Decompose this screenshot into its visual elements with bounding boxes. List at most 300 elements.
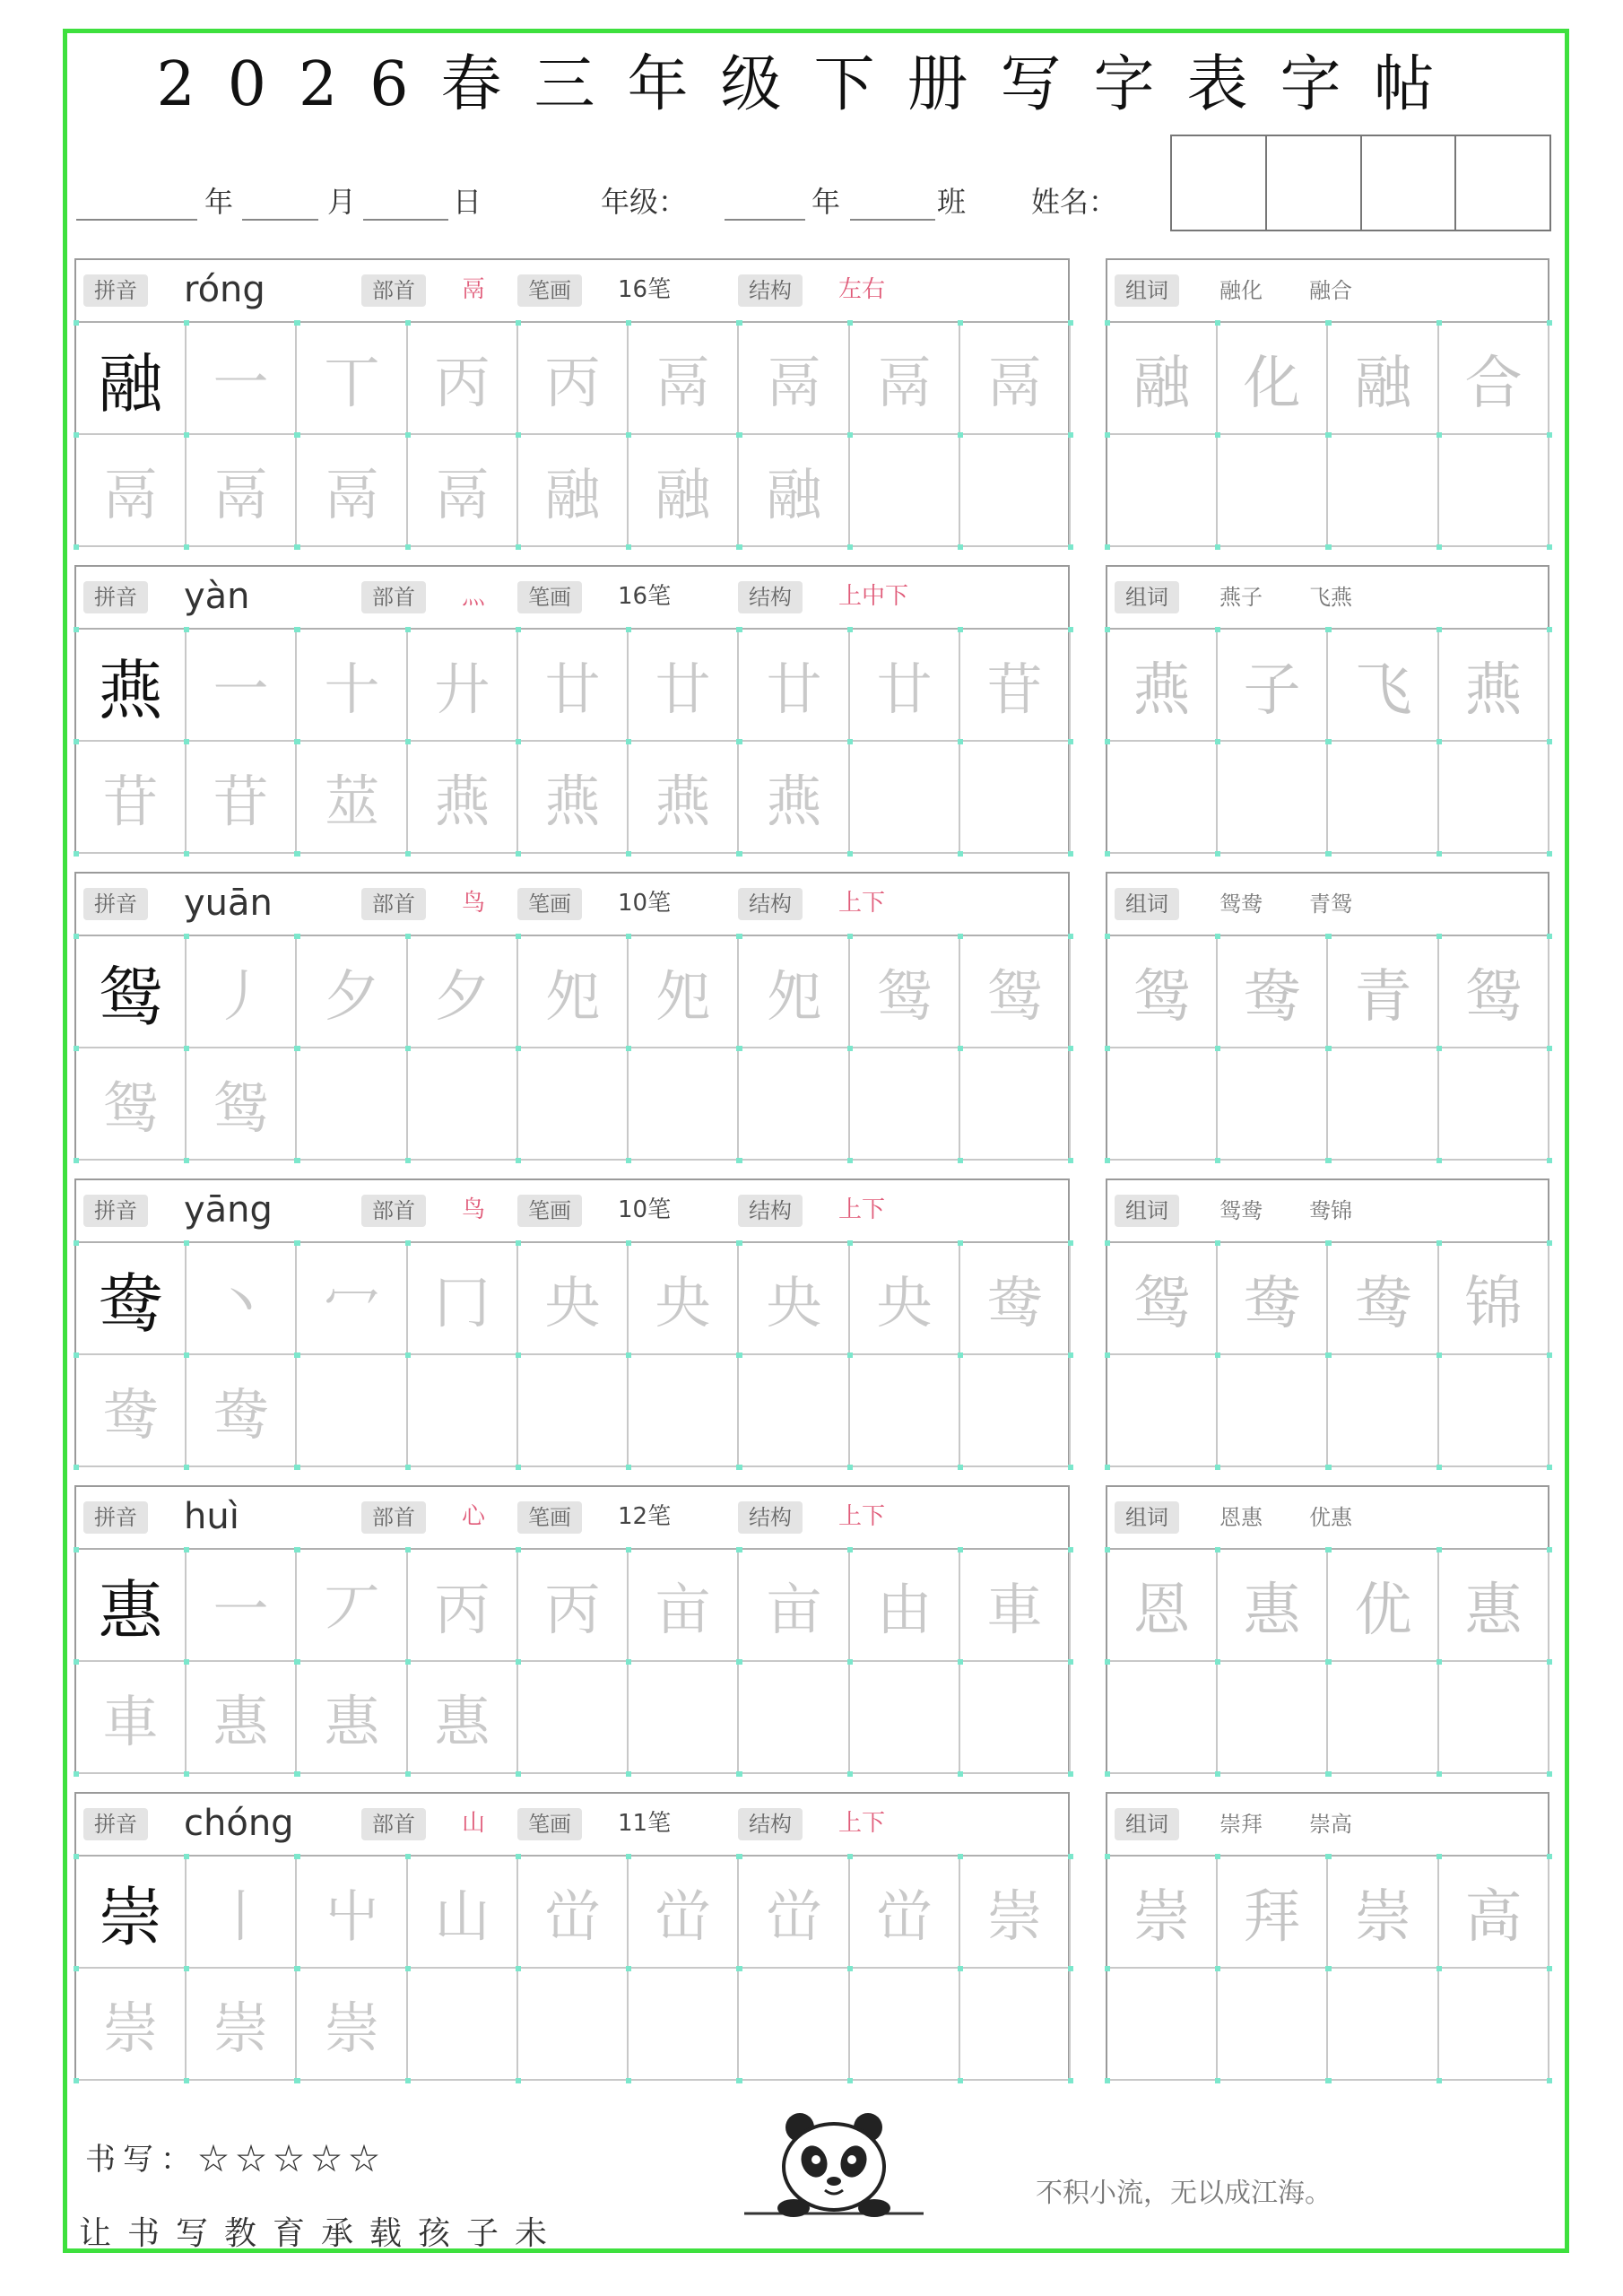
trace-cell[interactable] xyxy=(740,1243,850,1355)
trace-cell[interactable] xyxy=(187,1048,297,1161)
blank-cell[interactable] xyxy=(298,1355,408,1467)
blank-cell[interactable] xyxy=(960,1969,1071,2081)
grid-corner-dot xyxy=(1215,1465,1220,1470)
radical-value: 鸟 xyxy=(462,1196,486,1223)
trace-cell[interactable] xyxy=(298,742,408,854)
trace-cell[interactable] xyxy=(298,936,408,1048)
blank-cell[interactable] xyxy=(850,1662,960,1774)
blank-cell[interactable] xyxy=(1218,1048,1328,1161)
name-box[interactable] xyxy=(1362,136,1457,230)
words-header xyxy=(1107,1794,1548,1857)
trace-cell[interactable] xyxy=(76,435,187,547)
trace-cell[interactable] xyxy=(298,435,408,547)
blank-cell[interactable] xyxy=(850,435,960,547)
trace-cell[interactable] xyxy=(850,1550,960,1662)
structure-tag: 结构 xyxy=(738,581,803,613)
trace-cell[interactable] xyxy=(629,936,739,1048)
model-character[interactable] xyxy=(76,1857,187,1969)
blank-cell[interactable] xyxy=(1218,1662,1328,1774)
trace-cell[interactable] xyxy=(298,1969,408,2081)
radical-tag: 部首 xyxy=(361,274,426,307)
trace-cell[interactable] xyxy=(740,742,850,854)
trace-cell-glyph: 燕 xyxy=(655,769,711,834)
blank-cell[interactable] xyxy=(1107,435,1218,547)
word-trace-cell[interactable] xyxy=(1218,1857,1328,1969)
blank-cell[interactable] xyxy=(960,1662,1071,1774)
grid-corner-dot xyxy=(1326,1352,1332,1358)
strokes-value: 12笔 xyxy=(618,1503,672,1530)
trace-cell[interactable] xyxy=(187,1857,297,1969)
grid-corner-dot xyxy=(1547,1240,1552,1246)
name-box[interactable] xyxy=(1456,136,1549,230)
grid-corner-dot xyxy=(184,1240,189,1246)
trace-cell[interactable] xyxy=(518,435,629,547)
day-blank[interactable] xyxy=(363,219,448,221)
word-trace-cell[interactable] xyxy=(1107,630,1218,742)
word-trace-cell[interactable] xyxy=(1329,323,1439,435)
blank-cell[interactable] xyxy=(629,1048,739,1161)
word-trace-cell[interactable] xyxy=(1218,936,1328,1048)
grid-corner-dot xyxy=(1105,1854,1110,1859)
blank-cell[interactable] xyxy=(960,742,1071,854)
word-2: 优惠 xyxy=(1309,1505,1352,1530)
blank-cell[interactable] xyxy=(1218,1355,1328,1467)
blank-cell[interactable] xyxy=(850,1969,960,2081)
grid-corner-dot xyxy=(74,1046,79,1051)
grid-corner-dot xyxy=(295,1352,300,1358)
grid-corner-dot xyxy=(1068,544,1073,550)
grid-corner-dot xyxy=(958,2078,963,2083)
trace-cell[interactable] xyxy=(518,742,629,854)
grid-corner-dot xyxy=(1068,851,1073,857)
grid-corner-dot xyxy=(1547,851,1552,857)
trace-cell[interactable] xyxy=(408,435,518,547)
trace-cell[interactable] xyxy=(518,1550,629,1662)
info-header xyxy=(76,874,1068,936)
trace-cell[interactable] xyxy=(629,742,739,854)
trace-cell[interactable] xyxy=(850,936,960,1048)
blank-cell[interactable] xyxy=(629,1969,739,2081)
trace-cell[interactable] xyxy=(960,936,1071,1048)
structure-tag: 结构 xyxy=(738,1195,803,1227)
words-grid xyxy=(1107,630,1548,852)
trace-cell-glyph: 鬲 xyxy=(434,462,490,527)
radical-tag: 部首 xyxy=(361,1808,426,1840)
grid-corner-dot xyxy=(737,432,742,438)
blank-cell[interactable] xyxy=(1107,742,1218,854)
grid-corner-dot xyxy=(1436,627,1442,632)
trace-cell-glyph: 廿 xyxy=(766,657,822,722)
trace-cell[interactable] xyxy=(740,936,850,1048)
trace-cell[interactable] xyxy=(740,630,850,742)
trace-cell[interactable] xyxy=(187,1969,297,2081)
blank-cell[interactable] xyxy=(850,742,960,854)
words-tag: 组词 xyxy=(1115,888,1179,920)
grid-corner-dot xyxy=(1326,739,1332,744)
grid-corner-dot xyxy=(1547,432,1552,438)
blank-cell[interactable] xyxy=(1439,1969,1549,2081)
words-header xyxy=(1107,874,1548,936)
blank-cell[interactable] xyxy=(1218,435,1328,547)
grid-corner-dot xyxy=(405,934,411,939)
word-trace-cell-glyph: 高 xyxy=(1464,1883,1523,1951)
blank-cell[interactable] xyxy=(1439,1355,1549,1467)
word-trace-cell[interactable] xyxy=(1107,1857,1218,1969)
trace-cell[interactable] xyxy=(740,1550,850,1662)
blank-cell[interactable] xyxy=(408,1969,518,2081)
words-tag: 组词 xyxy=(1115,581,1179,613)
trace-cell[interactable] xyxy=(629,630,739,742)
blank-cell[interactable] xyxy=(1107,1048,1218,1161)
grid-corner-dot xyxy=(1105,739,1110,744)
trace-cell[interactable] xyxy=(518,936,629,1048)
words-panel xyxy=(1106,1485,1549,1774)
grid-corner-dot xyxy=(737,1854,742,1859)
blank-cell[interactable] xyxy=(960,435,1071,547)
blank-cell[interactable] xyxy=(518,1048,629,1161)
trace-cell-glyph: 央 xyxy=(766,1270,822,1335)
trace-cell-glyph: 丶 xyxy=(213,1270,269,1335)
grid-corner-dot xyxy=(626,1854,631,1859)
month-blank[interactable] xyxy=(242,219,318,221)
word-trace-cell-glyph: 鸳 xyxy=(1133,1270,1191,1337)
grid-corner-dot xyxy=(1547,2078,1552,2083)
trace-cell[interactable] xyxy=(960,323,1071,435)
word-trace-cell[interactable] xyxy=(1107,936,1218,1048)
grid-corner-dot xyxy=(737,1240,742,1246)
trace-cell[interactable] xyxy=(298,1857,408,1969)
grid-corner-dot xyxy=(1068,1158,1073,1163)
blank-cell[interactable] xyxy=(1218,742,1328,854)
word-trace-cell[interactable] xyxy=(1439,1857,1549,1969)
trace-cell[interactable] xyxy=(187,1662,297,1774)
grid-corner-dot xyxy=(295,320,300,326)
blank-cell[interactable] xyxy=(740,1048,850,1161)
grid-corner-dot xyxy=(184,1465,189,1470)
blank-cell[interactable] xyxy=(629,1355,739,1467)
trace-cell[interactable] xyxy=(298,1662,408,1774)
grid-corner-dot xyxy=(958,320,963,326)
grid-corner-dot xyxy=(516,1771,521,1777)
trace-cell[interactable] xyxy=(960,630,1071,742)
trace-cell[interactable] xyxy=(76,1048,187,1161)
grid-corner-dot xyxy=(405,739,411,744)
radical-value: 鬲 xyxy=(462,276,486,303)
pinyin-tag: 拼音 xyxy=(83,888,148,920)
blank-cell[interactable] xyxy=(1107,1662,1218,1774)
trace-cell-glyph: 鬲 xyxy=(324,462,380,527)
trace-cell-glyph: 融 xyxy=(544,462,601,527)
trace-cell[interactable] xyxy=(408,1550,518,1662)
grid-corner-dot xyxy=(516,1854,521,1859)
trace-cell[interactable] xyxy=(518,323,629,435)
word-trace-cell-glyph: 拜 xyxy=(1243,1883,1301,1951)
blank-cell[interactable] xyxy=(1107,1355,1218,1467)
trace-cell[interactable] xyxy=(408,742,518,854)
blank-cell[interactable] xyxy=(1329,1969,1439,2081)
grid-corner-dot xyxy=(516,1240,521,1246)
trace-cell[interactable] xyxy=(298,1550,408,1662)
word-trace-cell[interactable] xyxy=(1439,1243,1549,1355)
practice-panel xyxy=(74,1485,1070,1774)
grid-corner-dot xyxy=(1215,544,1220,550)
grid-corner-dot xyxy=(958,1158,963,1163)
star-rating[interactable]: ☆☆☆☆☆ xyxy=(198,2142,386,2178)
blank-cell[interactable] xyxy=(408,1048,518,1161)
grid-corner-dot xyxy=(626,1046,631,1051)
trace-cell[interactable] xyxy=(76,1969,187,2081)
trace-cell-glyph: 峃 xyxy=(655,1883,711,1949)
trace-cell[interactable] xyxy=(740,435,850,547)
trace-cell[interactable] xyxy=(187,435,297,547)
grid-corner-dot xyxy=(295,739,300,744)
blank-cell[interactable] xyxy=(740,1969,850,2081)
word-trace-cell[interactable] xyxy=(1439,1550,1549,1662)
practice-panel xyxy=(74,872,1070,1161)
structure-value: 上下 xyxy=(838,890,886,917)
word-trace-cell[interactable] xyxy=(1107,1550,1218,1662)
word-trace-cell-glyph: 飞 xyxy=(1354,657,1412,724)
grid-corner-dot xyxy=(516,851,521,857)
trace-cell[interactable] xyxy=(187,742,297,854)
blank-cell[interactable] xyxy=(298,1048,408,1161)
blank-cell[interactable] xyxy=(1439,1662,1549,1774)
model-character[interactable] xyxy=(76,1243,187,1355)
trace-cell[interactable] xyxy=(408,323,518,435)
grid-corner-dot xyxy=(405,1465,411,1470)
blank-cell[interactable] xyxy=(1218,1969,1328,2081)
blank-cell[interactable] xyxy=(850,1355,960,1467)
grid-corner-dot xyxy=(184,320,189,326)
trace-cell-glyph: 夗 xyxy=(655,963,711,1029)
blank-cell[interactable] xyxy=(740,1355,850,1467)
trace-cell[interactable] xyxy=(850,630,960,742)
grid-corner-dot xyxy=(1068,1659,1073,1665)
grid-corner-dot xyxy=(74,544,79,550)
grid-corner-dot xyxy=(958,627,963,632)
grid-corner-dot xyxy=(405,851,411,857)
trace-cell[interactable] xyxy=(408,936,518,1048)
strokes-value: 10笔 xyxy=(618,1196,672,1223)
trace-cell[interactable] xyxy=(76,742,187,854)
blank-cell[interactable] xyxy=(1439,1048,1549,1161)
trace-cell[interactable] xyxy=(518,1243,629,1355)
grid-corner-dot xyxy=(405,2078,411,2083)
radical-tag: 部首 xyxy=(361,1501,426,1534)
grid-corner-dot xyxy=(184,851,189,857)
word-trace-cell[interactable] xyxy=(1439,323,1549,435)
grid-corner-dot xyxy=(405,1547,411,1552)
grid-corner-dot xyxy=(1105,2078,1110,2083)
grid-corner-dot xyxy=(1326,2078,1332,2083)
class-blank[interactable] xyxy=(850,219,935,221)
trace-cell[interactable] xyxy=(187,1355,297,1467)
word-trace-cell[interactable] xyxy=(1218,323,1328,435)
trace-cell[interactable] xyxy=(740,323,850,435)
trace-cell[interactable] xyxy=(76,1662,187,1774)
word-trace-cell[interactable] xyxy=(1329,1243,1439,1355)
trace-cell[interactable] xyxy=(408,630,518,742)
word-trace-cell[interactable] xyxy=(1107,323,1218,435)
blank-cell[interactable] xyxy=(518,1355,629,1467)
trace-cell[interactable] xyxy=(960,1550,1071,1662)
grid-corner-dot xyxy=(1326,1854,1332,1859)
blank-cell[interactable] xyxy=(1329,742,1439,854)
word-1: 崇拜 xyxy=(1219,1812,1263,1837)
blank-cell[interactable] xyxy=(1329,1048,1439,1161)
trace-cell[interactable] xyxy=(629,323,739,435)
grid-corner-dot xyxy=(958,1854,963,1859)
blank-cell[interactable] xyxy=(408,1355,518,1467)
blank-cell[interactable] xyxy=(1329,435,1439,547)
trace-cell[interactable] xyxy=(298,323,408,435)
trace-cell[interactable] xyxy=(960,1857,1071,1969)
word-trace-cell[interactable] xyxy=(1329,1550,1439,1662)
trace-cell[interactable] xyxy=(740,1857,850,1969)
trace-cell-glyph: 崇 xyxy=(102,1996,159,2061)
grid-corner-dot xyxy=(1215,1771,1220,1777)
trace-cell-glyph: 亩 xyxy=(655,1577,711,1642)
blank-cell[interactable] xyxy=(740,1662,850,1774)
grid-corner-dot xyxy=(295,1240,300,1246)
trace-cell[interactable] xyxy=(629,1243,739,1355)
word-trace-cell-glyph: 崇 xyxy=(1133,1883,1191,1951)
trace-cell[interactable] xyxy=(76,1355,187,1467)
trace-cell[interactable] xyxy=(187,323,297,435)
trace-cell[interactable] xyxy=(408,1243,518,1355)
word-trace-cell-glyph: 鸳 xyxy=(1133,963,1191,1031)
word-1: 鸳鸯 xyxy=(1219,1198,1263,1223)
structure-tag: 结构 xyxy=(738,274,803,307)
grid-corner-dot xyxy=(184,739,189,744)
model-character[interactable] xyxy=(76,323,187,435)
word-trace-cell-glyph: 化 xyxy=(1243,350,1301,417)
word-trace-cell[interactable] xyxy=(1439,630,1549,742)
word-trace-cell[interactable] xyxy=(1107,1243,1218,1355)
grid-corner-dot xyxy=(1068,432,1073,438)
blank-cell[interactable] xyxy=(850,1048,960,1161)
blank-cell[interactable] xyxy=(1329,1355,1439,1467)
grid-corner-dot xyxy=(1215,1966,1220,1971)
name-boxes[interactable] xyxy=(1170,135,1551,231)
grade-blank[interactable] xyxy=(725,219,805,221)
name-box[interactable] xyxy=(1172,136,1267,230)
word-trace-cell[interactable] xyxy=(1329,630,1439,742)
grid-corner-dot xyxy=(405,544,411,550)
trace-cell[interactable] xyxy=(187,1550,297,1662)
word-trace-cell-glyph: 优 xyxy=(1354,1577,1412,1644)
word-trace-cell-glyph: 鸳 xyxy=(1464,963,1523,1031)
grid-corner-dot xyxy=(847,544,853,550)
grid-corner-dot xyxy=(74,934,79,939)
trace-cell[interactable] xyxy=(629,435,739,547)
trace-cell-glyph: 夕 xyxy=(324,963,380,1029)
trace-cell[interactable] xyxy=(850,1243,960,1355)
blank-cell[interactable] xyxy=(1107,1969,1218,2081)
word-trace-cell-glyph: 鸯 xyxy=(1243,963,1301,1031)
trace-cell[interactable] xyxy=(408,1857,518,1969)
model-character-glyph: 崇 xyxy=(98,1879,163,1955)
trace-cell[interactable] xyxy=(187,1243,297,1355)
grid-corner-dot xyxy=(1215,739,1220,744)
blank-cell[interactable] xyxy=(1439,435,1549,547)
grid-corner-dot xyxy=(1215,320,1220,326)
grid-corner-dot xyxy=(184,1659,189,1665)
month-label: 月 xyxy=(327,185,357,219)
model-character[interactable] xyxy=(76,936,187,1048)
word-trace-cell[interactable] xyxy=(1218,1243,1328,1355)
pinyin-value: yuān xyxy=(184,883,273,924)
trace-cell[interactable] xyxy=(629,1857,739,1969)
trace-cell-glyph: 丙 xyxy=(434,1577,490,1642)
trace-cell[interactable] xyxy=(298,1243,408,1355)
grid-corner-dot xyxy=(737,627,742,632)
word-trace-cell[interactable] xyxy=(1439,936,1549,1048)
grid-corner-dot xyxy=(1326,934,1332,939)
blank-cell[interactable] xyxy=(629,1662,739,1774)
grid-corner-dot xyxy=(1105,1771,1110,1777)
trace-cell[interactable] xyxy=(187,936,297,1048)
blank-cell[interactable] xyxy=(518,1662,629,1774)
grid-corner-dot xyxy=(1068,1240,1073,1246)
year-blank[interactable] xyxy=(76,219,197,221)
grid-corner-dot xyxy=(1436,739,1442,744)
blank-cell[interactable] xyxy=(518,1969,629,2081)
structure-value: 上下 xyxy=(838,1196,886,1223)
word-trace-cell[interactable] xyxy=(1218,1550,1328,1662)
words-panel xyxy=(1106,1792,1549,2081)
word-trace-cell[interactable] xyxy=(1218,630,1328,742)
trace-cell[interactable] xyxy=(960,1243,1071,1355)
trace-cell-glyph: 惠 xyxy=(434,1689,490,1754)
blank-cell[interactable] xyxy=(960,1048,1071,1161)
trace-cell[interactable] xyxy=(298,630,408,742)
blank-cell[interactable] xyxy=(1439,742,1549,854)
grid-corner-dot xyxy=(1105,1240,1110,1246)
grid-corner-dot xyxy=(405,320,411,326)
trace-cell-glyph: 冖 xyxy=(324,1270,380,1335)
grid-corner-dot xyxy=(1326,1465,1332,1470)
blank-cell[interactable] xyxy=(1329,1662,1439,1774)
grid-corner-dot xyxy=(1068,1547,1073,1552)
model-character[interactable] xyxy=(76,1550,187,1662)
grid-corner-dot xyxy=(626,432,631,438)
word-trace-cell-glyph: 崇 xyxy=(1354,1883,1412,1951)
trace-cell[interactable] xyxy=(850,323,960,435)
trace-cell[interactable] xyxy=(518,630,629,742)
trace-cell[interactable] xyxy=(629,1550,739,1662)
model-character[interactable] xyxy=(76,630,187,742)
trace-cell[interactable] xyxy=(518,1857,629,1969)
name-box[interactable] xyxy=(1267,136,1362,230)
structure-value: 左右 xyxy=(838,276,886,303)
trace-cell-glyph: 山 xyxy=(434,1883,490,1949)
grid-corner-dot xyxy=(74,1547,79,1552)
word-trace-cell[interactable] xyxy=(1329,936,1439,1048)
blank-cell[interactable] xyxy=(960,1355,1071,1467)
footer-motto: 让书写教育承载孩子未 xyxy=(79,2215,564,2252)
grid-corner-dot xyxy=(737,2078,742,2083)
strokes-value: 16笔 xyxy=(618,583,672,610)
trace-cell[interactable] xyxy=(187,630,297,742)
words-header xyxy=(1107,260,1548,323)
practice-grid xyxy=(76,1550,1068,1772)
trace-cell[interactable] xyxy=(850,1857,960,1969)
word-trace-cell[interactable] xyxy=(1329,1857,1439,1969)
grid-corner-dot xyxy=(1105,851,1110,857)
grid-corner-dot xyxy=(1436,1547,1442,1552)
trace-cell[interactable] xyxy=(408,1662,518,1774)
